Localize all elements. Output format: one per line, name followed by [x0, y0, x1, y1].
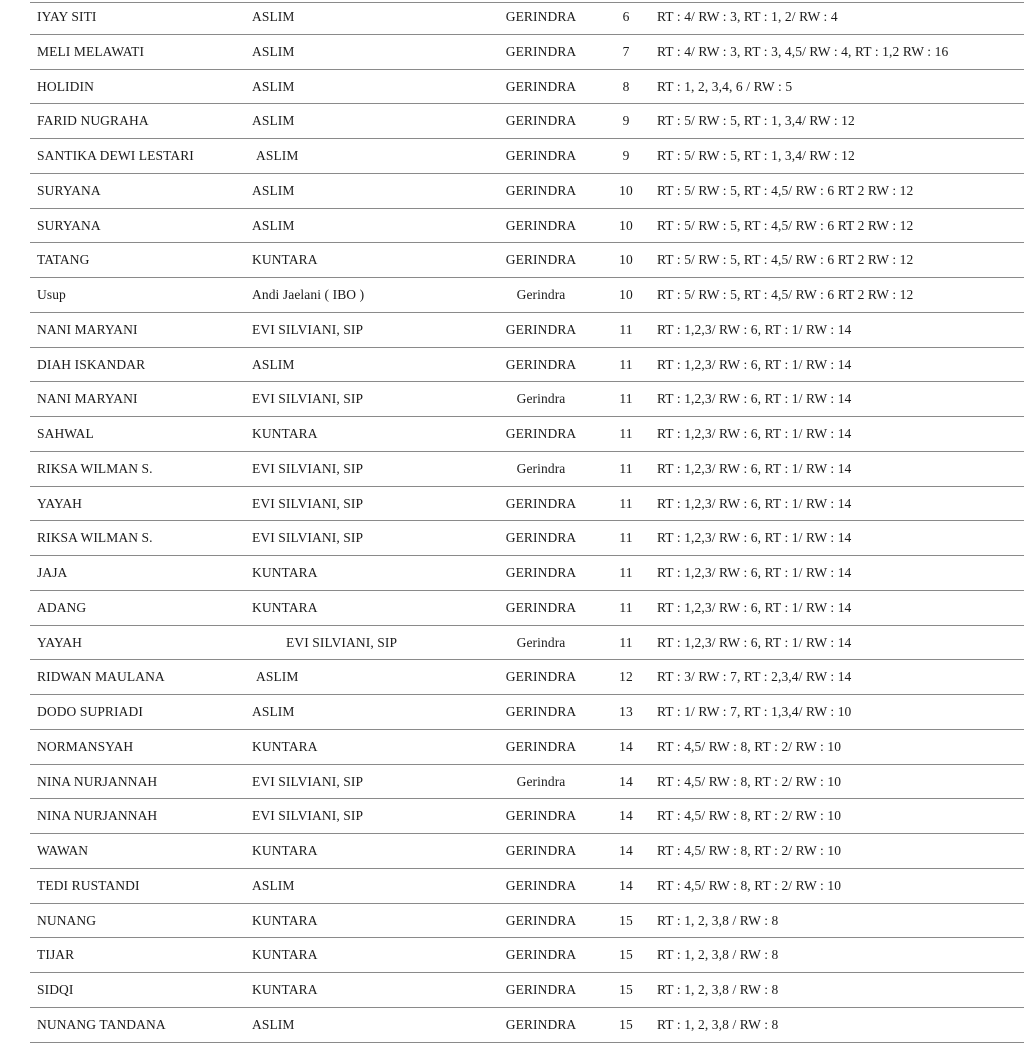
table-row — [0, 104, 1024, 139]
member-name-cell: NINA NURJANNAH — [37, 808, 158, 824]
member-name-cell: NUNANG — [37, 912, 97, 928]
table-row — [0, 869, 1024, 904]
member-name-cell: RIDWAN MAULANA — [37, 669, 165, 685]
table-row — [0, 313, 1024, 348]
area-cell: RT : 5/ RW : 5, RT : 1, 3,4/ RW : 12 — [657, 113, 855, 129]
area-cell: RT : 4/ RW : 3, RT : 1, 2/ RW : 4 — [657, 9, 838, 24]
member-name-cell: YAYAH — [37, 495, 83, 511]
party-cell: GERINDRA — [505, 877, 577, 893]
coordinator-cell: ASLIM — [252, 704, 295, 719]
party-cell: Gerindra — [516, 773, 566, 789]
district-number-cell: 11 — [619, 599, 633, 615]
coordinator-cell: ASLIM — [252, 78, 295, 94]
district-number-cell: 11 — [619, 495, 633, 511]
table-row — [0, 452, 1024, 487]
party-cell: GERINDRA — [505, 599, 577, 615]
party-cell: Gerindra — [516, 391, 566, 407]
party-cell: GERINDRA — [505, 78, 577, 94]
coordinator-cell: EVI SILVIANI, SIP — [252, 391, 364, 407]
party-cell: Gerindra — [516, 460, 566, 476]
party-cell: GERINDRA — [505, 669, 577, 685]
district-number-cell: 11 — [619, 426, 633, 441]
party-cell: GERINDRA — [505, 182, 577, 198]
member-name-cell: NUNANG TANDANA — [37, 1016, 166, 1032]
district-number-cell: 11 — [619, 634, 633, 650]
area-cell: RT : 4,5/ RW : 8, RT : 2/ RW : 10 — [657, 843, 842, 858]
district-number-cell: 8 — [622, 78, 630, 94]
table-row — [0, 417, 1024, 452]
member-name-cell: ADANG — [37, 599, 87, 615]
member-name-cell: WAWAN — [37, 843, 89, 858]
coordinator-cell: EVI SILVIANI, SIP — [252, 495, 364, 511]
area-cell: RT : 4,5/ RW : 8, RT : 2/ RW : 10 — [657, 738, 842, 754]
party-cell: GERINDRA — [505, 43, 577, 59]
coordinator-cell: ASLIM — [252, 113, 295, 129]
table-row — [0, 348, 1024, 383]
member-name-cell: TIJAR — [37, 947, 75, 963]
district-number-cell: 11 — [619, 565, 633, 580]
coordinator-cell: ASLIM — [252, 182, 295, 198]
table-row — [0, 660, 1024, 695]
member-name-cell: HOLIDIN — [37, 78, 94, 94]
area-cell: RT : 1,2,3/ RW : 6, RT : 1/ RW : 14 — [657, 321, 852, 337]
row-divider — [30, 1042, 1024, 1043]
area-cell: RT : 1/ RW : 7, RT : 1,3,4/ RW : 10 — [657, 704, 852, 719]
area-cell: RT : 1, 2, 3,8 / RW : 8 — [657, 1016, 779, 1032]
coordinator-cell: KUNTARA — [252, 947, 318, 963]
table-row — [0, 799, 1024, 834]
area-cell: RT : 1, 2, 3,4, 6 / RW : 5 — [657, 78, 793, 94]
table-row — [0, 765, 1024, 800]
member-name-cell: Usup — [37, 287, 66, 302]
member-name-cell: SURYANA — [37, 217, 101, 233]
area-cell: RT : 4,5/ RW : 8, RT : 2/ RW : 10 — [657, 877, 842, 893]
coordinator-cell: KUNTARA — [252, 252, 318, 268]
coordinator-cell: KUNTARA — [252, 982, 318, 997]
area-cell: RT : 3/ RW : 7, RT : 2,3,4/ RW : 14 — [657, 669, 852, 685]
district-number-cell: 15 — [619, 1016, 633, 1032]
table-row — [0, 591, 1024, 626]
district-number-cell: 11 — [619, 391, 633, 407]
table-row — [0, 626, 1024, 661]
district-number-cell: 15 — [619, 947, 633, 963]
party-cell: GERINDRA — [505, 704, 577, 719]
member-name-cell: TATANG — [37, 252, 90, 268]
area-cell: RT : 4/ RW : 3, RT : 3, 4,5/ RW : 4, RT : 1,2 RW : 16 — [657, 43, 949, 59]
coordinator-cell: KUNTARA — [252, 843, 318, 858]
table-row — [0, 278, 1024, 313]
table-row — [0, 730, 1024, 765]
coordinator-cell: ASLIM — [252, 217, 295, 233]
member-name-cell: SAHWAL — [37, 426, 94, 441]
table-row — [0, 938, 1024, 973]
area-cell: RT : 1,2,3/ RW : 6, RT : 1/ RW : 14 — [657, 460, 852, 476]
coordinator-cell: KUNTARA — [252, 599, 318, 615]
district-number-cell: 10 — [619, 287, 633, 302]
district-number-cell: 14 — [619, 843, 633, 858]
party-cell: GERINDRA — [505, 912, 577, 928]
party-cell: GERINDRA — [505, 738, 577, 754]
area-cell: RT : 5/ RW : 5, RT : 1, 3,4/ RW : 12 — [657, 148, 855, 163]
party-cell: GERINDRA — [505, 843, 577, 858]
table-row — [0, 695, 1024, 730]
district-number-cell: 6 — [622, 9, 630, 24]
district-number-cell: 10 — [619, 182, 633, 198]
district-number-cell: 12 — [619, 669, 633, 685]
table-row — [0, 521, 1024, 556]
area-cell: RT : 1,2,3/ RW : 6, RT : 1/ RW : 14 — [657, 530, 852, 546]
area-cell: RT : 5/ RW : 5, RT : 4,5/ RW : 6 RT 2 RW : 12 — [657, 252, 914, 268]
coordinator-cell: EVI SILVIANI, SIP — [252, 808, 364, 824]
area-cell: RT : 4,5/ RW : 8, RT : 2/ RW : 10 — [657, 773, 842, 789]
member-name-cell: NORMANSYAH — [37, 738, 134, 754]
district-number-cell: 9 — [622, 148, 630, 163]
district-number-cell: 11 — [619, 460, 633, 476]
member-name-cell: NANI MARYANI — [37, 321, 138, 337]
coordinator-cell: ASLIM — [252, 356, 295, 372]
area-cell: RT : 1, 2, 3,8 / RW : 8 — [657, 912, 779, 928]
area-cell: RT : 1,2,3/ RW : 6, RT : 1/ RW : 14 — [657, 356, 852, 372]
area-cell: RT : 1,2,3/ RW : 6, RT : 1/ RW : 14 — [657, 634, 852, 650]
coordinator-cell: ASLIM — [256, 148, 299, 163]
table-row — [0, 834, 1024, 869]
coordinator-cell: KUNTARA — [252, 912, 318, 928]
table-row — [0, 556, 1024, 591]
coordinator-cell: ASLIM — [252, 43, 295, 59]
district-number-cell: 11 — [619, 356, 633, 372]
coordinator-cell: KUNTARA — [252, 565, 318, 580]
area-cell: RT : 1, 2, 3,8 / RW : 8 — [657, 947, 779, 963]
party-cell: GERINDRA — [505, 113, 577, 129]
district-number-cell: 14 — [619, 773, 633, 789]
district-number-cell: 10 — [619, 217, 633, 233]
party-cell: GERINDRA — [505, 982, 577, 997]
table-row — [0, 904, 1024, 939]
party-cell: GERINDRA — [505, 530, 577, 546]
district-number-cell: 10 — [619, 252, 633, 268]
area-cell: RT : 4,5/ RW : 8, RT : 2/ RW : 10 — [657, 808, 842, 824]
coordinator-cell: EVI SILVIANI, SIP — [252, 321, 364, 337]
member-name-cell: DIAH ISKANDAR — [37, 356, 146, 372]
coordinator-cell: EVI SILVIANI, SIP — [252, 530, 364, 546]
party-cell: GERINDRA — [505, 426, 577, 441]
party-cell: GERINDRA — [505, 356, 577, 372]
district-number-cell: 14 — [619, 808, 633, 824]
area-cell: RT : 1,2,3/ RW : 6, RT : 1/ RW : 14 — [657, 599, 852, 615]
coordinator-cell: EVI SILVIANI, SIP — [286, 634, 398, 650]
party-cell: Gerindra — [516, 634, 566, 650]
party-cell: GERINDRA — [505, 947, 577, 963]
district-number-cell: 13 — [619, 704, 633, 719]
table-row — [0, 139, 1024, 174]
coordinator-cell: EVI SILVIANI, SIP — [252, 773, 364, 789]
district-number-cell: 11 — [619, 321, 633, 337]
party-cell: GERINDRA — [505, 148, 577, 163]
party-cell: GERINDRA — [505, 9, 577, 24]
member-name-cell: TEDI RUSTANDI — [37, 877, 140, 893]
coordinator-cell: EVI SILVIANI, SIP — [252, 460, 364, 476]
party-cell: GERINDRA — [505, 495, 577, 511]
party-cell: GERINDRA — [505, 321, 577, 337]
coordinator-cell: KUNTARA — [252, 426, 318, 441]
table-row — [0, 35, 1024, 70]
table-row — [0, 209, 1024, 244]
member-name-cell: RIKSA WILMAN S. — [37, 460, 153, 476]
area-cell: RT : 1,2,3/ RW : 6, RT : 1/ RW : 14 — [657, 426, 852, 441]
member-name-cell: SURYANA — [37, 182, 101, 198]
coordinator-cell: ASLIM — [252, 877, 295, 893]
area-cell: RT : 5/ RW : 5, RT : 4,5/ RW : 6 RT 2 RW : 12 — [657, 287, 914, 302]
table-row — [0, 0, 1024, 35]
party-cell: GERINDRA — [505, 565, 577, 580]
district-number-cell: 9 — [622, 113, 630, 129]
district-number-cell: 14 — [619, 877, 633, 893]
member-name-cell: JAJA — [37, 565, 68, 580]
table-row — [0, 973, 1024, 1008]
district-number-cell: 15 — [619, 912, 633, 928]
area-cell: RT : 5/ RW : 5, RT : 4,5/ RW : 6 RT 2 RW : 12 — [657, 182, 914, 198]
table-row — [0, 174, 1024, 209]
member-name-cell: IYAY SITI — [37, 9, 97, 24]
coordinator-cell: ASLIM — [252, 9, 295, 24]
district-number-cell: 14 — [619, 738, 633, 754]
district-number-cell: 11 — [619, 530, 633, 546]
party-cell: GERINDRA — [505, 252, 577, 268]
member-name-cell: SIDQI — [37, 982, 74, 997]
party-cell: GERINDRA — [505, 217, 577, 233]
party-cell: GERINDRA — [505, 1016, 577, 1032]
area-cell: RT : 1, 2, 3,8 / RW : 8 — [657, 982, 779, 997]
table-row — [0, 1008, 1024, 1043]
area-cell: RT : 1,2,3/ RW : 6, RT : 1/ RW : 14 — [657, 391, 852, 407]
member-name-cell: MELI MELAWATI — [37, 43, 145, 59]
area-cell: RT : 1,2,3/ RW : 6, RT : 1/ RW : 14 — [657, 565, 852, 580]
member-name-cell: NANI MARYANI — [37, 391, 138, 407]
coordinator-cell: ASLIM — [252, 1016, 295, 1032]
party-cell: GERINDRA — [505, 808, 577, 824]
member-name-cell: SANTIKA DEWI LESTARI — [37, 148, 194, 163]
party-cell: Gerindra — [516, 287, 566, 302]
member-name-cell: YAYAH — [37, 634, 83, 650]
member-name-cell: DODO SUPRIADI — [37, 704, 143, 719]
member-name-cell: FARID NUGRAHA — [37, 113, 149, 129]
district-number-cell: 15 — [619, 982, 633, 997]
table-row — [0, 70, 1024, 105]
member-name-cell: RIKSA WILMAN S. — [37, 530, 153, 546]
area-cell: RT : 5/ RW : 5, RT : 4,5/ RW : 6 RT 2 RW : 12 — [657, 217, 914, 233]
table-row — [0, 382, 1024, 417]
district-number-cell: 7 — [622, 43, 630, 59]
coordinator-cell: ASLIM — [256, 669, 299, 685]
table-row — [0, 243, 1024, 278]
coordinator-cell: KUNTARA — [252, 738, 318, 754]
coordinator-cell: Andi Jaelani ( IBO ) — [252, 287, 365, 302]
member-name-cell: NINA NURJANNAH — [37, 773, 158, 789]
area-cell: RT : 1,2,3/ RW : 6, RT : 1/ RW : 14 — [657, 495, 852, 511]
table-row — [0, 487, 1024, 522]
